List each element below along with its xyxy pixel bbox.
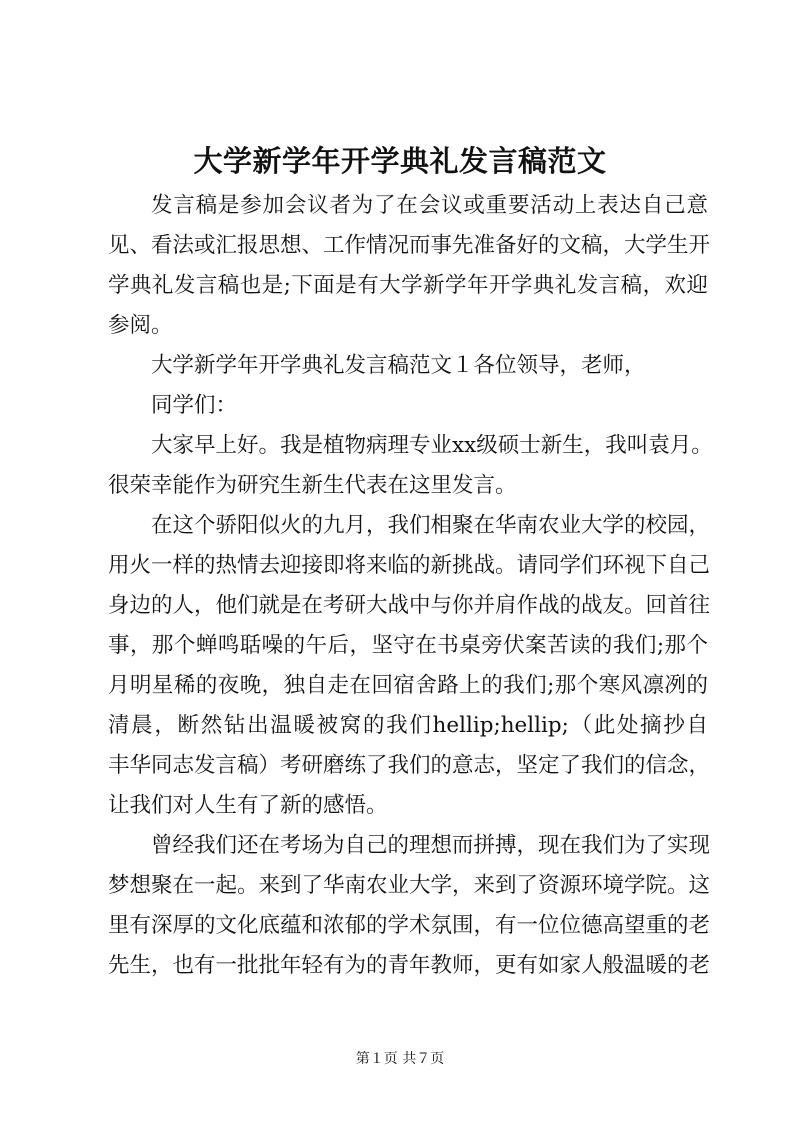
paragraph-line: 见、看法或汇报思想、工作情况而事先准备好的文稿，大学生开 — [108, 233, 711, 258]
paragraph-line: 学典礼发言稿也是;下面是有大学新学年开学典礼发言稿，欢迎 — [108, 273, 708, 298]
paragraph-line: 丰华同志发言稿）考研磨练了我们的意志，坚定了我们的信念， — [108, 753, 711, 778]
paragraph-line: 里有深厚的文化底蕴和浓郁的学术氛围，有一位位德高望重的老 — [108, 913, 711, 938]
paragraph-line: 梦想聚在一起。来到了华南农业大学，来到了资源环境学院。这 — [108, 873, 711, 898]
paragraph-line: 大家早上好。我是植物病理专业xx级硕士新生，我叫袁月。 — [151, 433, 713, 458]
paragraph-line: 同学们： — [151, 393, 238, 418]
paragraph-line: 在这个骄阳似火的九月，我们相聚在华南农业大学的校园， — [151, 513, 711, 538]
document-body — [108, 186, 713, 986]
paragraph-line: 很荣幸能作为研究生新生代表在这里发言。 — [108, 473, 517, 498]
paragraph-line: 清晨，断然钻出温暖被窝的我们hellip;hellip;（此处摘抄自 — [108, 713, 708, 738]
page-number-footer: 第１页 共７页 — [355, 1051, 445, 1067]
paragraph-line: 身边的人，他们就是在考研大战中与你并肩作战的战友。回首往 — [108, 593, 711, 618]
paragraph-line: 曾经我们还在考场为自己的理想而拼搏，现在我们为了实现 — [151, 833, 711, 858]
paragraph-line: 事，那个蝉鸣聒噪的午后，坚守在书桌旁伏案苦读的我们;那个 — [108, 633, 708, 658]
paragraph-line: 大学新学年开学典礼发言稿范文１各位领导，老师， — [151, 353, 646, 378]
paragraph-line: 参阅。 — [108, 313, 173, 338]
paragraph-line: 月明星稀的夜晚，独自走在回宿舍路上的我们;那个寒风凛冽的 — [108, 673, 708, 698]
paragraph-line: 用火一样的热情去迎接即将来临的新挑战。请同学们环视下自己 — [108, 553, 711, 578]
paragraph-line: 让我们对人生有了新的感悟。 — [108, 793, 388, 818]
paragraph-line: 先生，也有一批批年轻有为的青年教师，更有如家人般温暖的老 — [108, 953, 711, 978]
document-title: 大学新学年开学典礼发言稿范文 — [193, 144, 607, 178]
paragraph-line: 发言稿是参加会议者为了在会议或重要活动上表达自己意 — [151, 193, 708, 218]
